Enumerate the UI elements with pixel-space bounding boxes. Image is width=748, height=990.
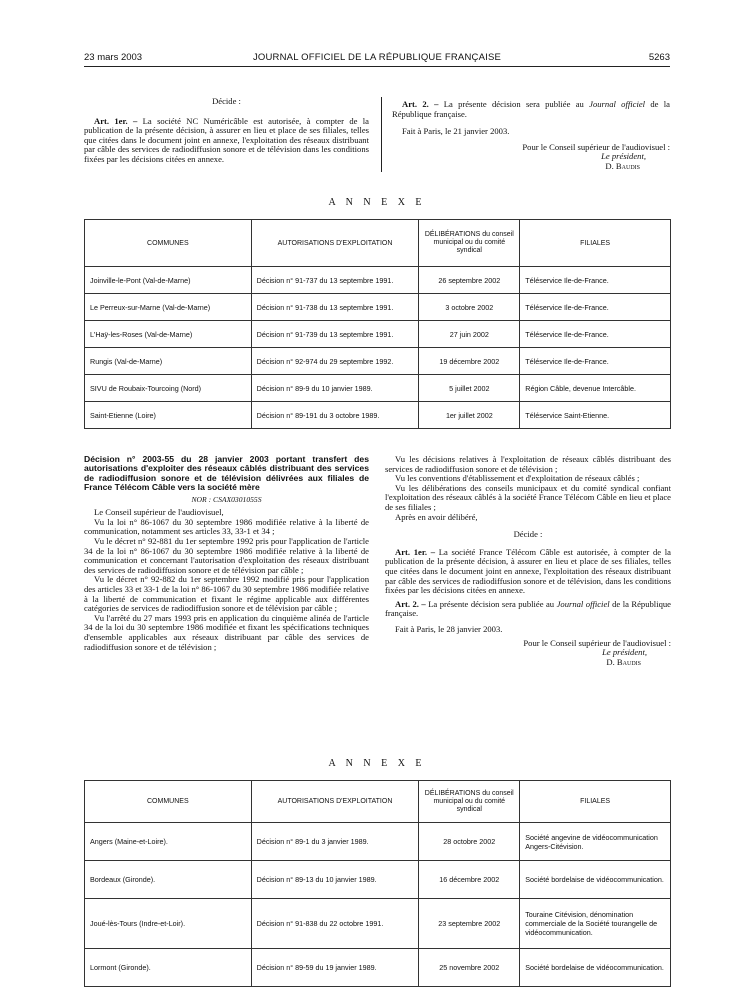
cell-deliberation: 1er juillet 2002 — [419, 402, 520, 429]
journal-title: JOURNAL OFFICIEL DE LA RÉPUBLIQUE FRANÇAISE — [252, 52, 502, 63]
cell-commune: Saint-Etienne (Loire) — [85, 402, 252, 429]
cell-deliberation: 28 octobre 2002 — [419, 823, 520, 861]
table-row — [85, 823, 671, 861]
signature — [385, 658, 671, 668]
article-1 — [84, 117, 369, 165]
table-row — [85, 294, 671, 321]
nor-reference — [84, 495, 369, 505]
article-2-text-end: de la République française. — [385, 598, 671, 619]
article-1-label: Art. 1er. – — [94, 115, 138, 126]
top-left-column — [84, 97, 369, 165]
president-text: Le président, — [601, 151, 646, 162]
cell-autorisation: Décision n° 89-9 du 10 janvier 1989. — [251, 375, 419, 402]
paragraph: Vu le décret n° 92-881 du 1er septembre 1992 pris pour l'application de l'article 34 de la loi n° 86-1067 du 30 septembre 1986 modifiée relative à la liberté de communication et concernant l'autorisation d'exploitation des réseaux distribuant des services de radiodiffusion sonore et de télévision par câble ; — [84, 536, 369, 575]
cell-deliberation: 27 juin 2002 — [419, 321, 520, 348]
decide-label: Décide : — [513, 529, 543, 540]
cell-deliberation: 5 juillet 2002 — [419, 375, 520, 402]
cell-commune: Joinville-le-Pont (Val-de-Marne) — [85, 267, 252, 294]
table-row — [85, 348, 671, 375]
decision-title: Décision n° 2003-55 du 28 janvier 2003 portant transfert des autorisations d'exploiter des réseaux câblés distribuant des services de radiodiffusion sonore et de télévision délivrées aux filiales de France Télécom Câble vers la société mère — [84, 454, 369, 493]
paragraph: Le Conseil supérieur de l'audiovisuel, — [94, 507, 224, 518]
header-filiales: FILIALES — [520, 781, 671, 823]
table-row — [85, 949, 671, 987]
fait-a-paris: Fait à Paris, le 28 janvier 2003. — [395, 623, 503, 634]
header-filiales: FILIALES — [520, 220, 671, 267]
header-deliberations: DÉLIBÉRATIONS du conseil municipal ou du comité syndical — [419, 781, 520, 823]
cell-autorisation: Décision n° 89-13 du 10 janvier 1989. — [251, 861, 419, 899]
cell-filiale: Téléservice Ile-de-France. — [520, 321, 671, 348]
cell-commune: Joué-lès-Tours (Indre-et-Loir). — [85, 899, 252, 949]
article-1-text: La société France Télécom Câble est autorisée, à compter de la publication de la présente décision, à assurer en lieu et place de ses filiales, telles que citées dans le document joint en annexe, l'exploitation des réseaux distribuant par câble des services de radiodiffusion sonore et de télévision, dans les conditions fixées par les décisions citées en annexe. — [385, 546, 671, 596]
cell-deliberation: 25 novembre 2002 — [419, 949, 520, 987]
cell-filiale: Téléservice Ile-de-France. — [520, 348, 671, 375]
header-rule — [84, 66, 670, 67]
cell-autorisation: Décision n° 91-838 du 22 octobre 1991. — [251, 899, 419, 949]
paragraph: Vu les conventions d'établissement et d'exploitation de réseaux câblés ; — [395, 473, 640, 484]
table-row — [85, 402, 671, 429]
page-number: 5263 — [648, 52, 670, 63]
cell-commune: L'Haÿ-les-Roses (Val-de-Marne) — [85, 321, 252, 348]
cell-filiale: Société bordelaise de vidéocommunication. — [520, 861, 671, 899]
cell-commune: Le Perreux-sur-Marne (Val-de-Marne) — [85, 294, 252, 321]
president-text: Le président, — [602, 647, 647, 658]
article-2 — [392, 100, 670, 119]
table-header-row — [85, 781, 671, 823]
signature — [392, 162, 670, 172]
paragraph: Vu les décisions relatives à l'exploitation de réseaux câblés distribuant des services de radiodiffusion sonore et de télévision ; — [385, 454, 671, 474]
header-autorisations: AUTORISATIONS D'EXPLOITATION — [251, 220, 419, 267]
column-divider — [381, 97, 382, 172]
cell-autorisation: Décision n° 89-191 du 3 octobre 1989. — [251, 402, 419, 429]
cell-deliberation: 26 septembre 2002 — [419, 267, 520, 294]
cell-autorisation: Décision n° 89-59 du 19 janvier 1989. — [251, 949, 419, 987]
cell-deliberation: 23 septembre 2002 — [419, 899, 520, 949]
cell-deliberation: 3 octobre 2002 — [419, 294, 520, 321]
annexe-1-title: A N N E X E — [328, 197, 426, 208]
cell-autorisation: Décision n° 91-738 du 13 septembre 1991. — [251, 294, 419, 321]
cell-autorisation: Décision n° 91-739 du 13 septembre 1991. — [251, 321, 419, 348]
cell-deliberation: 16 décembre 2002 — [419, 861, 520, 899]
article-2-text: La présente décision sera publiée au — [428, 598, 555, 609]
signature-text: D. Baudis — [606, 656, 641, 667]
article-2-label: Art. 2. – — [395, 598, 426, 609]
paragraph: Après en avoir délibéré, — [395, 511, 478, 522]
cell-filiale: Téléservice Saint-Etienne. — [520, 402, 671, 429]
table-row — [85, 899, 671, 949]
cell-commune: Rungis (Val-de-Marne) — [85, 348, 252, 375]
header-deliberations: DÉLIBÉRATIONS du conseil municipal ou du comité syndical — [419, 220, 520, 267]
cell-filiale: Téléservice Ile-de-France. — [520, 267, 671, 294]
pour-le-conseil: Pour le Conseil supérieur de l'audiovisuel : — [523, 637, 671, 648]
header-communes: COMMUNES — [85, 220, 252, 267]
article-2-text: La présente décision sera publiée au — [443, 99, 584, 109]
cell-commune: SIVU de Roubaix-Tourcoing (Nord) — [85, 375, 252, 402]
table-row — [85, 861, 671, 899]
nor-text: NOR : CSAX0301055S — [191, 494, 262, 504]
decide-label: Décide : — [212, 96, 241, 106]
cell-filiale: Société angevine de vidéocommunication Angers-Citévision. — [520, 823, 671, 861]
top-right-column — [392, 100, 670, 172]
article-2-label: Art. 2. – — [402, 99, 439, 109]
cell-autorisation: Décision n° 91-737 du 13 septembre 1991. — [251, 267, 419, 294]
cell-commune: Angers (Maine-et-Loire). — [85, 823, 252, 861]
fait-a-paris: Fait à Paris, le 21 janvier 2003. — [402, 126, 510, 137]
decision-right-column — [385, 455, 671, 667]
annexe-2-table — [84, 780, 671, 987]
cell-commune: Lormont (Gironde). — [85, 949, 252, 987]
header-autorisations: AUTORISATIONS D'EXPLOITATION — [251, 781, 419, 823]
cell-commune: Bordeaux (Gironde). — [85, 861, 252, 899]
article-1-label: Art. 1er. – — [395, 546, 436, 557]
cell-filiale: Société bordelaise de vidéocommunication. — [520, 949, 671, 987]
signature-text: D. Baudis — [605, 160, 640, 171]
header-communes: COMMUNES — [85, 781, 252, 823]
annexe-1-table — [84, 219, 671, 429]
table-row — [85, 267, 671, 294]
article-1 — [385, 548, 671, 596]
paragraph: Vu la loi n° 86-1067 du 30 septembre 1986 modifiée relative à la liberté de communication, notamment ses articles 33, 33-1 et 34 ; — [84, 516, 369, 537]
cell-autorisation: Décision n° 89-1 du 3 janvier 1989. — [251, 823, 419, 861]
article-2 — [385, 600, 671, 619]
cell-autorisation: Décision n° 92-974 du 29 septembre 1992. — [251, 348, 419, 375]
table-header-row — [85, 220, 671, 267]
paragraph: Vu les délibérations des conseils municipaux et du comité syndical confiant l'exploitation des réseaux câblés à la société France Télécom Câble en lieu et place de ses filiales ; — [385, 482, 671, 512]
paragraph: Vu l'arrêté du 27 mars 1993 pris en application du cinquième alinéa de l'article 34 de la loi du 30 septembre 1986 modifiée et fixant les spécifications techniques d'ensemble applicables aux réseaux distribuant par câble des services de radiodiffusion sonore et de télévision ; — [84, 612, 369, 652]
article-1-text: La société NC Numéricâble est autorisée, à compter de la publication de la présente décision, à assurer en lieu et place de ses filiales, telles que citées dans le document joint en annexe, l'exploitation des réseaux distribuant par câble des services de radiodiffusion sonore et de télévision dans les conditions fixées par les décisions citées en annexe. — [84, 115, 369, 164]
cell-deliberation: 19 décembre 2002 — [419, 348, 520, 375]
header-date: 23 mars 2003 — [84, 52, 143, 63]
table-row — [85, 321, 671, 348]
journal-officiel-ref: Journal officiel — [589, 99, 646, 109]
table-row — [85, 375, 671, 402]
annexe-2-title: A N N E X E — [328, 758, 426, 769]
cell-filiale: Région Câble, devenue Intercâble. — [520, 375, 671, 402]
paragraph: Vu le décret n° 92-882 du 1er septembre 1992 modifié pris pour l'application des articles 33 et 33-1 de la loi n° 86-1067 du 30 septembre 1986 modifiée relative à la liberté de communication et fixant le régime applicable aux différentes catégories de services de radiodiffusion sonore et de télévision par câble ; — [84, 574, 369, 614]
cell-filiale: Touraine Citévision, dénomination commerciale de la Société tourangelle de vidéocommunication. — [520, 899, 671, 949]
decision-left-column — [84, 455, 369, 652]
journal-officiel-ref: Journal officiel — [556, 598, 610, 609]
article-2-text-end: de la République française. — [392, 99, 670, 119]
page-header — [84, 52, 670, 66]
pour-le-conseil: Pour le Conseil supérieur de l'audiovisuel : — [522, 141, 670, 152]
cell-filiale: Téléservice Ile-de-France. — [520, 294, 671, 321]
